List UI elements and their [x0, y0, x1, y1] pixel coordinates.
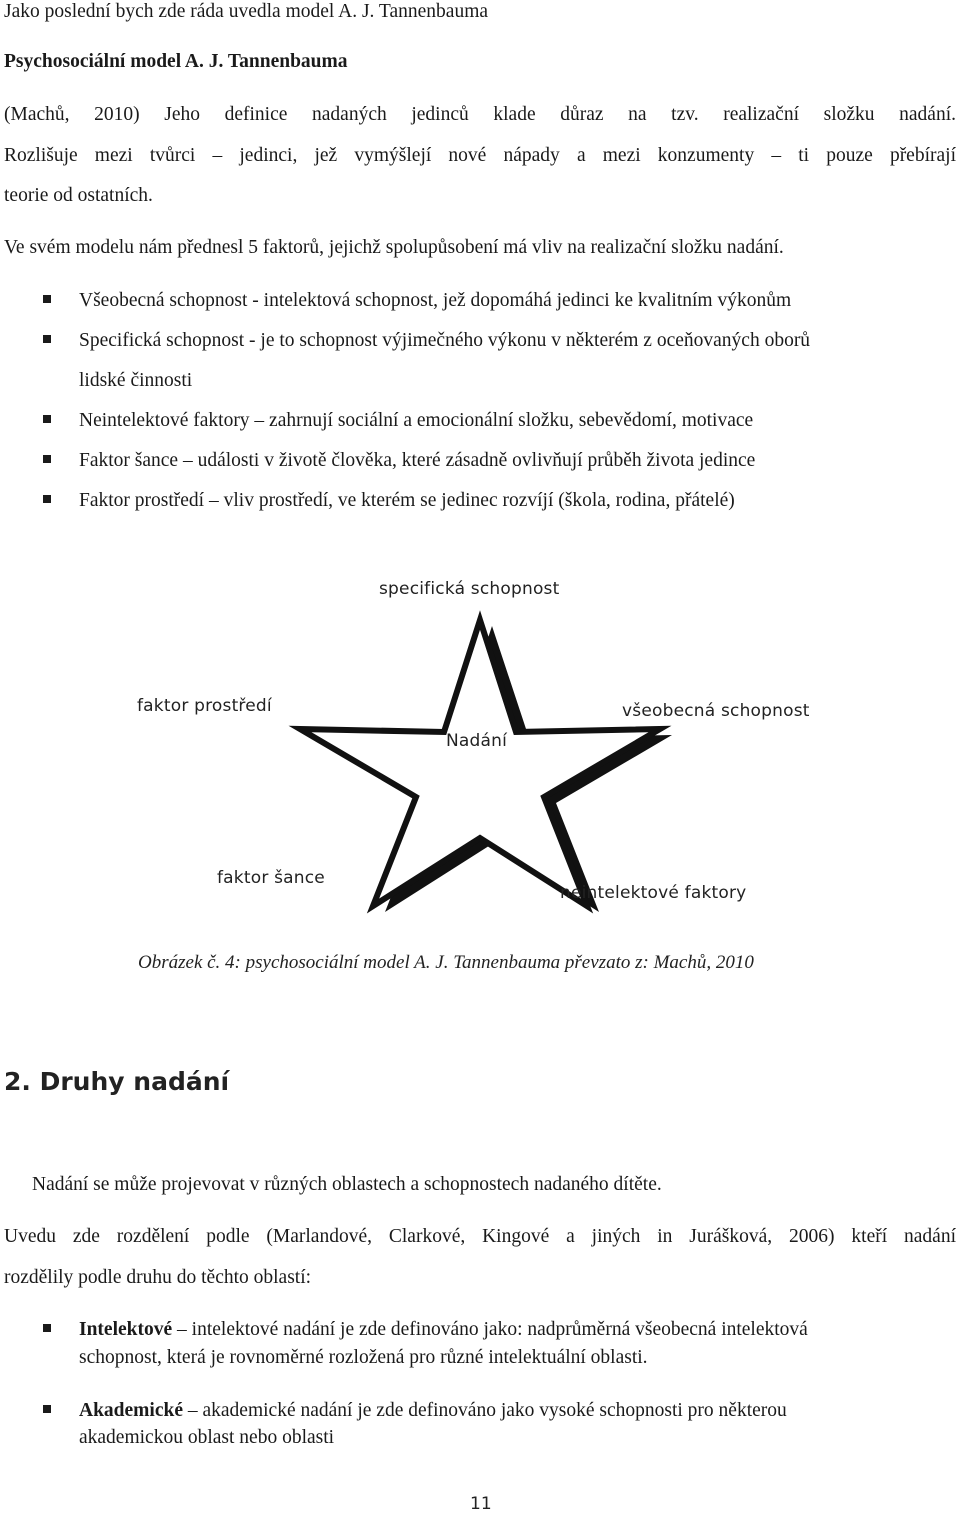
paragraph-2: Ve svém modelu nám přednesl 5 faktorů, jejichž spolupůsobení má vliv na realizační složku nadání. [4, 237, 784, 258]
label-specific-ability: specifická schopnost [379, 579, 560, 599]
paragraph-1-line-3: teorie od ostatních. [4, 185, 153, 206]
figure-caption: Obrázek č. 4: psychosociální model A. J. Tannenbauma převzato z: Machů, 2010 [138, 952, 754, 973]
type-item-line-1 [79, 1318, 808, 1342]
section-title: Psychosociální model A. J. Tannenbauma [4, 51, 348, 72]
factor-item: Neintelektové faktory – zahrnují sociální a emocionální složku, sebevědomí, motivace [79, 410, 754, 431]
label-giftedness: Nadání [446, 731, 508, 751]
type-description: – intelektové nadání je zde definováno jako: nadprůměrná všeobecná intelektová [172, 1319, 808, 1340]
page-number: 11 [470, 1494, 492, 1514]
label-general-ability: všeobecná schopnost [622, 701, 810, 721]
intro-line: Jako poslední bych zde ráda uvedla model A. J. Tannenbauma [4, 1, 489, 22]
chapter-heading: 2. Druhy nadání [4, 1067, 230, 1096]
bullet-icon [43, 1405, 51, 1413]
type-item-line-2: schopnost, která je rovnoměrné rozložená pro různé intelektuální oblasti. [79, 1347, 648, 1368]
factor-item: Faktor prostředí – vliv prostředí, ve kterém se jedinec rozvíjí (škola, rodina, přátelé) [79, 490, 735, 511]
type-item-line-1 [79, 1399, 787, 1423]
label-chance-factor: faktor šance [217, 868, 325, 888]
paragraph-1-line-1: (Machů, 2010) Jeho definice nadaných jedinců klade důraz na tzv. realizační složku nadání. [4, 104, 956, 125]
bullet-icon [43, 1324, 51, 1332]
bullet-icon [43, 455, 51, 463]
factor-item: Faktor šance – události v životě člověka, které zásadně ovlivňují průběh života jedince [79, 450, 756, 471]
paragraph-3: Nadání se může projevovat v různých oblastech a schopnostech nadaného dítěte. [32, 1174, 662, 1195]
label-environment-factor: faktor prostředí [137, 696, 272, 716]
type-description: – akademické nadání je zde definováno jako vysoké schopnosti pro některou [183, 1400, 787, 1421]
paragraph-1-line-2: Rozlišuje mezi tvůrci – jedinci, jež vymýšlejí nové nápady a mezi konzumenty – ti pouze přebírají [4, 145, 956, 166]
factor-item: Specifická schopnost - je to schopnost výjimečného výkonu v některém z oceňovaných oborů [79, 330, 811, 351]
paragraph-4-line-2: rozdělily podle druhu do těchto oblastí: [4, 1267, 312, 1288]
type-term: Intelektové [79, 1319, 173, 1340]
bullet-icon [43, 295, 51, 303]
factor-item: Všeobecná schopnost - intelektová schopnost, jež dopomáhá jedinci ke kvalitním výkonům [79, 290, 792, 311]
label-non-intellective-factors: neintelektové faktory [560, 883, 747, 903]
paragraph-4-line-1: Uvedu zde rozdělení podle (Marlandové, Clarkové, Kingové a jiných in Jurášková, 2006) kteří nadání [4, 1226, 956, 1247]
factor-item-continuation: lidské činnosti [79, 370, 193, 391]
type-item-line-2: akademickou oblast nebo oblasti [79, 1427, 335, 1448]
bullet-icon [43, 415, 51, 423]
type-term: Akademické [79, 1400, 183, 1421]
bullet-icon [43, 335, 51, 343]
bullet-icon [43, 495, 51, 503]
